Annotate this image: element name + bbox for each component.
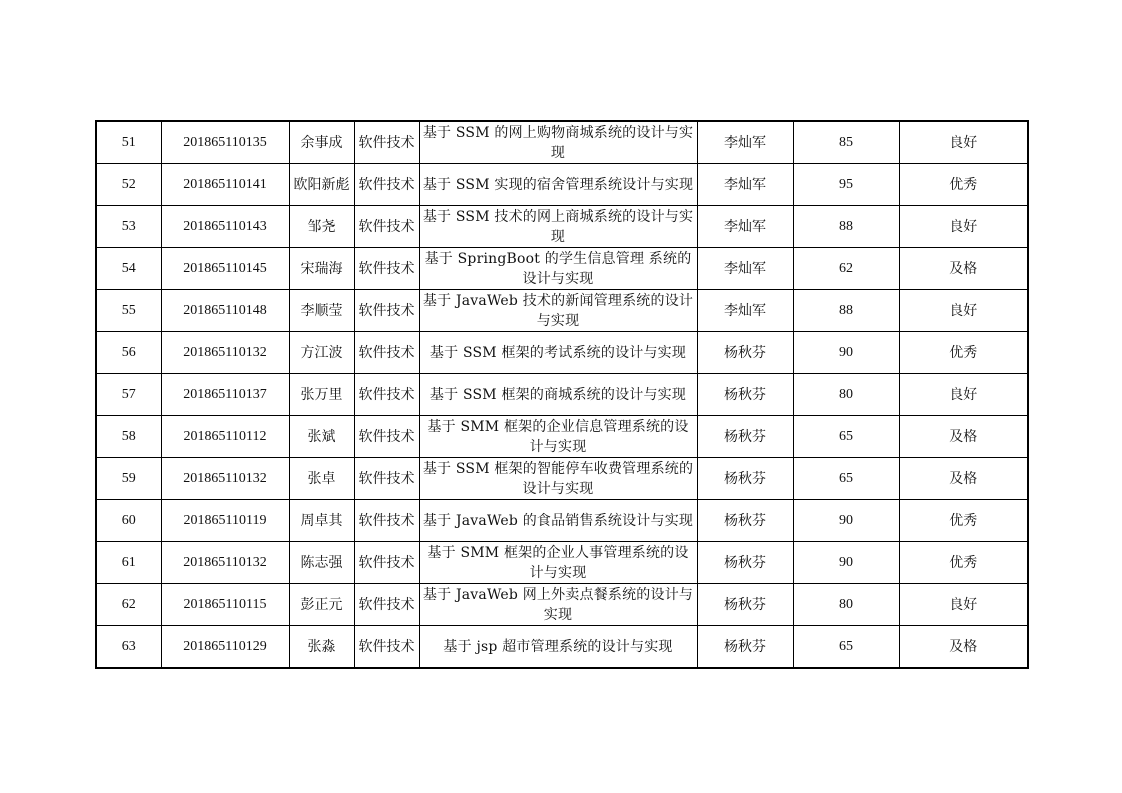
- student-name-cell: 宋瑞海: [289, 248, 354, 290]
- advisor-name-cell: 李灿军: [697, 290, 793, 332]
- table-row: [96, 248, 1028, 290]
- score-cell: 80: [793, 374, 899, 416]
- thesis-title-cell: 基于 SSM 框架的考试系统的设计与实现: [419, 332, 697, 374]
- major-cell: 软件技术: [354, 416, 419, 458]
- row-number-cell: 55: [96, 290, 161, 332]
- score-cell: 90: [793, 332, 899, 374]
- grade-cell: 良好: [899, 584, 1028, 626]
- thesis-title-cell: 基于 JavaWeb 的食品销售系统设计与实现: [419, 500, 697, 542]
- student-name-cell: 邹尧: [289, 206, 354, 248]
- thesis-title-cell: 基于 JavaWeb 技术的新闻管理系统的设计与实现: [419, 290, 697, 332]
- thesis-title-cell: 基于 SMM 框架的企业人事管理系统的设计与实现: [419, 542, 697, 584]
- major-cell: 软件技术: [354, 121, 419, 164]
- table-row: [96, 584, 1028, 626]
- row-number-cell: 61: [96, 542, 161, 584]
- student-name-cell: 余事成: [289, 121, 354, 164]
- student-name-cell: 彭正元: [289, 584, 354, 626]
- student-id-cell: 201865110115: [161, 584, 289, 626]
- student-id-cell: 201865110112: [161, 416, 289, 458]
- student-name-cell: 李顺莹: [289, 290, 354, 332]
- student-name-cell: 张斌: [289, 416, 354, 458]
- advisor-name-cell: 李灿军: [697, 164, 793, 206]
- thesis-title-cell: 基于 SSM 实现的宿舍管理系统设计与实现: [419, 164, 697, 206]
- student-name-cell: 周卓其: [289, 500, 354, 542]
- student-id-cell: 201865110148: [161, 290, 289, 332]
- student-id-cell: 201865110132: [161, 332, 289, 374]
- grade-cell: 优秀: [899, 500, 1028, 542]
- student-id-cell: 201865110132: [161, 458, 289, 500]
- row-number-cell: 56: [96, 332, 161, 374]
- score-cell: 88: [793, 290, 899, 332]
- row-number-cell: 51: [96, 121, 161, 164]
- major-cell: 软件技术: [354, 290, 419, 332]
- score-cell: 80: [793, 584, 899, 626]
- student-id-cell: 201865110135: [161, 121, 289, 164]
- score-cell: 90: [793, 500, 899, 542]
- row-number-cell: 62: [96, 584, 161, 626]
- student-id-cell: 201865110132: [161, 542, 289, 584]
- advisor-name-cell: 杨秋芬: [697, 332, 793, 374]
- score-cell: 85: [793, 121, 899, 164]
- row-number-cell: 52: [96, 164, 161, 206]
- student-name-cell: 欧阳新彪: [289, 164, 354, 206]
- student-name-cell: 张万里: [289, 374, 354, 416]
- grade-cell: 良好: [899, 206, 1028, 248]
- major-cell: 软件技术: [354, 542, 419, 584]
- row-number-cell: 63: [96, 626, 161, 669]
- advisor-name-cell: 李灿军: [697, 206, 793, 248]
- student-name-cell: 方江波: [289, 332, 354, 374]
- major-cell: 软件技术: [354, 248, 419, 290]
- advisor-name-cell: 杨秋芬: [697, 542, 793, 584]
- row-number-cell: 57: [96, 374, 161, 416]
- score-cell: 62: [793, 248, 899, 290]
- grade-cell: 优秀: [899, 542, 1028, 584]
- table-row: [96, 206, 1028, 248]
- row-number-cell: 54: [96, 248, 161, 290]
- score-cell: 65: [793, 416, 899, 458]
- advisor-name-cell: 李灿军: [697, 121, 793, 164]
- table-row: [96, 121, 1028, 164]
- major-cell: 软件技术: [354, 164, 419, 206]
- grade-cell: 良好: [899, 290, 1028, 332]
- thesis-title-cell: 基于 SSM 的网上购物商城系统的设计与实现: [419, 121, 697, 164]
- table-row: [96, 332, 1028, 374]
- major-cell: 软件技术: [354, 374, 419, 416]
- thesis-title-cell: 基于 SSM 框架的商城系统的设计与实现: [419, 374, 697, 416]
- grade-cell: 良好: [899, 374, 1028, 416]
- grade-cell: 及格: [899, 626, 1028, 669]
- row-number-cell: 53: [96, 206, 161, 248]
- table-body: [96, 121, 1028, 668]
- major-cell: 软件技术: [354, 584, 419, 626]
- advisor-name-cell: 杨秋芬: [697, 416, 793, 458]
- student-id-cell: 201865110145: [161, 248, 289, 290]
- thesis-title-cell: 基于 JavaWeb 网上外卖点餐系统的设计与实现: [419, 584, 697, 626]
- grade-cell: 及格: [899, 248, 1028, 290]
- score-cell: 90: [793, 542, 899, 584]
- grade-cell: 优秀: [899, 332, 1028, 374]
- advisor-name-cell: 杨秋芬: [697, 584, 793, 626]
- grade-cell: 优秀: [899, 164, 1028, 206]
- student-id-cell: 201865110137: [161, 374, 289, 416]
- grade-cell: 及格: [899, 458, 1028, 500]
- grade-cell: 良好: [899, 121, 1028, 164]
- advisor-name-cell: 杨秋芬: [697, 458, 793, 500]
- student-name-cell: 陈志强: [289, 542, 354, 584]
- table-row: [96, 374, 1028, 416]
- student-name-cell: 张卓: [289, 458, 354, 500]
- table-row: [96, 458, 1028, 500]
- row-number-cell: 60: [96, 500, 161, 542]
- advisor-name-cell: 杨秋芬: [697, 626, 793, 669]
- table-row: [96, 542, 1028, 584]
- advisor-name-cell: 杨秋芬: [697, 374, 793, 416]
- student-id-cell: 201865110143: [161, 206, 289, 248]
- table-row: [96, 290, 1028, 332]
- thesis-title-cell: 基于 SSM 框架的智能停车收费管理系统的设计与实现: [419, 458, 697, 500]
- major-cell: 软件技术: [354, 626, 419, 669]
- score-cell: 88: [793, 206, 899, 248]
- major-cell: 软件技术: [354, 332, 419, 374]
- student-name-cell: 张淼: [289, 626, 354, 669]
- student-id-cell: 201865110119: [161, 500, 289, 542]
- table-row: [96, 416, 1028, 458]
- student-id-cell: 201865110129: [161, 626, 289, 669]
- advisor-name-cell: 李灿军: [697, 248, 793, 290]
- grade-cell: 及格: [899, 416, 1028, 458]
- score-cell: 95: [793, 164, 899, 206]
- thesis-title-cell: 基于 SMM 框架的企业信息管理系统的设计与实现: [419, 416, 697, 458]
- advisor-name-cell: 杨秋芬: [697, 500, 793, 542]
- major-cell: 软件技术: [354, 500, 419, 542]
- score-cell: 65: [793, 458, 899, 500]
- thesis-title-cell: 基于 SSM 技术的网上商城系统的设计与实现: [419, 206, 697, 248]
- major-cell: 软件技术: [354, 458, 419, 500]
- student-id-cell: 201865110141: [161, 164, 289, 206]
- row-number-cell: 58: [96, 416, 161, 458]
- grade-table: [95, 120, 1029, 669]
- table-row: [96, 626, 1028, 669]
- major-cell: 软件技术: [354, 206, 419, 248]
- thesis-title-cell: 基于 jsp 超市管理系统的设计与实现: [419, 626, 697, 669]
- score-cell: 65: [793, 626, 899, 669]
- table-row: [96, 164, 1028, 206]
- thesis-title-cell: 基于 SpringBoot 的学生信息管理 系统的设计与实现: [419, 248, 697, 290]
- table-row: [96, 500, 1028, 542]
- row-number-cell: 59: [96, 458, 161, 500]
